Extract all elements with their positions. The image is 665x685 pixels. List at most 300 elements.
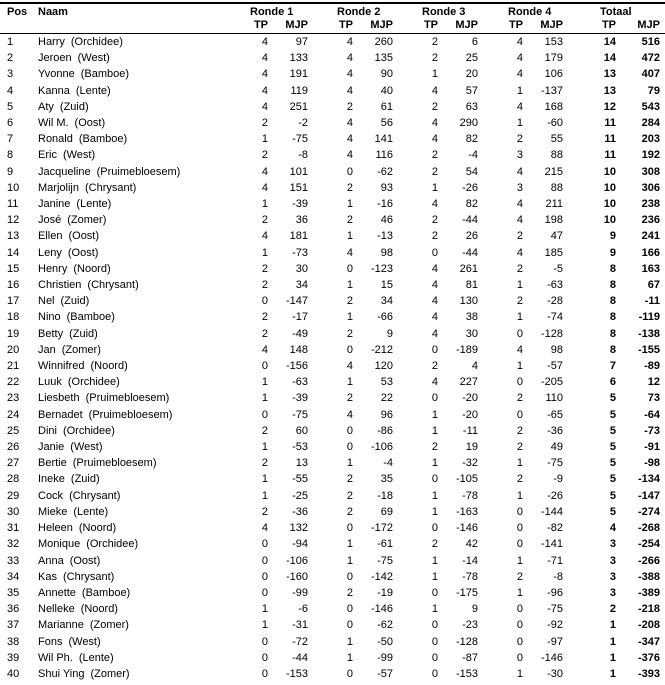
table-row [0,407,665,423]
player-naam [38,34,223,51]
player-club: (Zomer) [61,343,101,356]
ronde2-mjp: -57 [377,667,393,680]
player-naam [38,504,223,520]
ronde3-mjp: -44 [462,246,478,259]
table-row [0,390,665,406]
player-naam [38,374,223,390]
table-row [0,358,665,374]
subheader-tp-ronde2: TP [308,19,353,34]
player-name: Bernadet [38,408,83,421]
totaal-mjp: -389 [637,586,661,599]
player-name: Nel [38,295,55,308]
ronde3-tp: 2 [431,214,438,227]
player-name: Cock [38,489,64,502]
table-row [0,180,665,196]
player-club: (Pruimebloesem) [72,457,157,470]
ronde1-mjp: -49 [292,327,308,340]
ronde1-tp: 1 [261,489,268,502]
ronde2-tp: 1 [346,554,353,567]
player-pos: 5 [7,100,14,113]
ronde3-mjp: 130 [459,295,478,308]
ronde4-mjp: -36 [547,424,563,437]
player-name: Yvonne [38,68,75,81]
player-naam [38,520,223,536]
player-name: Jan [38,343,56,356]
ronde4-tp: 4 [516,165,523,178]
player-naam [38,390,223,406]
ronde1-mjp: -39 [292,392,308,405]
ronde4-mjp: -205 [540,376,563,389]
table-row [0,326,665,342]
ronde3-tp: 1 [431,424,438,437]
ronde4-tp: 1 [516,311,523,324]
player-name: Janie [38,441,65,454]
player-naam [38,293,223,309]
totaal-tp: 11 [604,117,616,130]
totaal-tp: 5 [609,505,616,518]
player-club: (Chrysant) [84,181,137,194]
ronde1-tp: 1 [261,603,268,616]
ronde3-tp: 2 [431,100,438,113]
player-club: (Pruimebloesem) [85,392,170,405]
player-naam [38,261,223,277]
player-naam [38,277,223,293]
ronde1-mjp: -106 [285,554,308,567]
player-pos: 22 [7,376,20,389]
ronde4-mjp: 179 [544,52,563,65]
player-naam [38,585,223,601]
totaal-mjp: 192 [641,149,661,162]
totaal-tp: 5 [609,473,616,486]
col-header-ronde2: Ronde 2 [337,6,381,18]
ronde4-tp: 0 [516,619,523,632]
totaal-mjp: 79 [647,84,661,97]
ronde3-mjp: 261 [459,262,478,275]
totaal-tp: 1 [609,619,616,632]
player-pos: 7 [7,133,14,146]
ronde2-mjp: -123 [370,262,393,275]
col-header-totaal: Totaal [600,6,632,18]
ronde3-tp: 0 [431,667,438,680]
player-pos: 13 [7,230,20,243]
table-row [0,601,665,617]
player-name: Henry [38,262,68,275]
player-club: (Orchidee) [62,424,115,437]
ronde1-mjp: 181 [289,230,308,243]
ronde4-tp: 2 [516,133,523,146]
totaal-mjp: -147 [637,489,661,502]
player-pos: 35 [7,586,20,599]
header-row-subcolumns [0,19,665,34]
totaal-tp: 9 [609,246,616,259]
standings-table [0,2,665,682]
ronde3-mjp: -23 [462,619,478,632]
totaal-tp: 5 [609,457,616,470]
ronde2-mjp: -62 [377,619,393,632]
table-row [0,488,665,504]
ronde4-tp: 4 [516,68,523,81]
ronde4-tp: 2 [516,473,523,486]
player-pos: 16 [7,279,20,292]
ronde3-tp: 1 [431,603,438,616]
ronde1-mjp: 251 [289,100,308,113]
player-name: Eric [38,149,57,162]
ronde2-mjp: -62 [377,165,393,178]
ronde1-tp: 0 [261,586,268,599]
player-name: Nino [38,311,61,324]
ronde1-mjp: 36 [295,214,308,227]
ronde2-tp: 2 [346,181,353,194]
ronde2-tp: 2 [346,214,353,227]
ronde2-mjp: 69 [380,505,393,518]
ronde4-mjp: -30 [547,667,563,680]
totaal-mjp: 306 [641,181,661,194]
totaal-tp: 9 [609,230,616,243]
totaal-mjp: -64 [644,408,661,421]
ronde4-mjp: -28 [547,295,563,308]
ronde1-mjp: 151 [289,181,308,194]
ronde4-mjp: -75 [547,457,563,470]
ronde3-mjp: 227 [459,376,478,389]
ronde2-mjp: -50 [377,635,393,648]
table-row [0,34,665,51]
ronde1-mjp: -44 [292,651,308,664]
totaal-tp: 6 [609,376,616,389]
ronde4-tp: 1 [516,279,523,292]
totaal-mjp: -208 [637,619,661,632]
totaal-tp: 2 [609,603,616,616]
ronde3-tp: 4 [431,133,438,146]
ronde4-mjp: -97 [547,635,563,648]
table-row [0,666,665,682]
subheader-mjp-ronde2: MJP [353,19,393,34]
ronde1-mjp: 30 [295,262,308,275]
ronde1-tp: 1 [261,473,268,486]
player-naam [38,228,223,244]
player-naam [38,164,223,180]
ronde2-mjp: 98 [380,246,393,259]
totaal-mjp: 12 [647,376,661,389]
ronde2-mjp: -4 [383,457,393,470]
ronde2-tp: 2 [346,489,353,502]
ronde2-mjp: 135 [374,52,393,65]
ronde1-tp: 2 [261,214,268,227]
subheader-tp-ronde1: TP [223,19,268,34]
ronde3-tp: 1 [431,181,438,194]
col-header-ronde4: Ronde 4 [508,6,552,18]
player-pos: 20 [7,343,20,356]
ronde1-mjp: -75 [292,408,308,421]
player-naam [38,358,223,374]
ronde3-mjp: -78 [462,570,478,583]
player-club: (Bamboe) [78,133,128,146]
ronde2-mjp: 141 [374,133,393,146]
ronde3-mjp: 82 [465,198,478,211]
player-naam [38,342,223,358]
player-naam [38,634,223,650]
ronde1-mjp: -73 [292,246,308,259]
totaal-tp: 10 [603,165,616,178]
ronde1-tp: 2 [261,279,268,292]
player-club: (Zuid) [60,295,90,308]
table-row [0,374,665,390]
player-club: (Noord) [78,522,117,535]
ronde3-tp: 1 [431,554,438,567]
totaal-tp: 14 [603,52,616,65]
ronde2-tp: 4 [346,133,353,146]
ronde4-tp: 4 [516,52,523,65]
ronde2-tp: 1 [346,651,353,664]
ronde1-tp: 2 [261,505,268,518]
ronde1-tp: 4 [261,52,268,65]
ronde1-tp: 4 [261,100,268,113]
ronde2-mjp: 34 [380,295,393,308]
player-naam [38,569,223,585]
table-row [0,634,665,650]
ronde2-tp: 1 [346,457,353,470]
table-row [0,553,665,569]
table-row [0,228,665,244]
ronde2-tp: 2 [346,295,353,308]
player-name: Annette [38,586,76,599]
ronde3-mjp: -163 [455,505,478,518]
totaal-mjp: -218 [637,603,661,616]
ronde4-tp: 1 [516,360,523,373]
ronde1-tp: 0 [261,360,268,373]
player-club: (Oost) [74,117,106,130]
ronde1-mjp: -36 [292,505,308,518]
player-name: Wil Ph. [38,651,73,664]
player-naam [38,196,223,212]
ronde3-tp: 1 [431,505,438,518]
ronde1-tp: 4 [261,343,268,356]
ronde1-mjp: -17 [292,311,308,324]
player-pos: 17 [7,295,20,308]
player-pos: 21 [7,360,20,373]
player-pos: 34 [7,570,20,583]
player-pos: 1 [7,36,14,48]
ronde2-tp: 0 [346,522,353,535]
ronde1-mjp: 148 [289,343,308,356]
player-club: (West) [77,52,110,65]
table-row [0,83,665,99]
totaal-tp: 7 [609,360,616,373]
totaal-tp: 13 [603,68,616,81]
player-pos: 36 [7,603,20,616]
ronde4-mjp: 47 [550,230,563,243]
ronde4-mjp: -146 [540,651,563,664]
ronde1-mjp: -156 [285,360,308,373]
ronde4-tp: 2 [516,570,523,583]
totaal-mjp: -98 [644,457,661,470]
totaal-tp: 1 [609,667,616,680]
totaal-mjp: -254 [637,538,661,551]
standings-body [0,34,665,683]
totaal-tp: 4 [609,522,616,535]
player-naam [38,83,223,99]
table-row [0,131,665,147]
table-row [0,309,665,325]
ronde3-mjp: -11 [462,424,478,437]
ronde1-mjp: 133 [289,52,308,65]
player-name: Jeroen [38,52,72,65]
ronde1-mjp: -55 [292,473,308,486]
totaal-tp: 10 [603,198,616,211]
player-club: (Chrysant) [62,570,115,583]
totaal-tp: 1 [609,635,616,648]
totaal-mjp: -376 [637,651,661,664]
ronde2-tp: 0 [346,441,353,454]
ronde4-mjp: -57 [547,360,563,373]
ronde3-mjp: 42 [465,538,478,551]
player-naam [38,650,223,666]
totaal-tp: 5 [609,392,616,405]
player-name: Mieke [38,505,68,518]
ronde3-tp: 4 [431,376,438,389]
ronde1-tp: 4 [261,84,268,97]
totaal-mjp: 166 [641,246,661,259]
totaal-mjp: 472 [641,52,661,65]
ronde4-tp: 2 [516,295,523,308]
ronde1-mjp: -8 [298,149,308,162]
ronde3-mjp: 4 [471,360,478,373]
ronde3-mjp: -78 [462,489,478,502]
ronde3-tp: 2 [431,52,438,65]
ronde2-tp: 0 [346,262,353,275]
ronde2-tp: 4 [346,408,353,421]
player-name: Leny [38,246,62,259]
ronde3-mjp: -87 [462,651,478,664]
ronde4-tp: 3 [516,149,523,162]
player-club: (Pruimebloesem) [88,408,173,421]
player-club: (Oost) [69,554,101,567]
player-pos: 15 [7,262,20,275]
ronde4-mjp: -8 [553,570,563,583]
ronde1-tp: 1 [261,441,268,454]
subheader-spacer-pos [0,19,38,34]
ronde1-mjp: -72 [292,635,308,648]
player-club: (Orchidee) [70,36,123,48]
totaal-mjp: 284 [641,117,661,130]
ronde1-tp: 2 [261,117,268,130]
ronde3-mjp: 63 [465,100,478,113]
totaal-mjp: -134 [637,473,661,486]
ronde2-tp: 1 [346,279,353,292]
ronde4-mjp: -92 [547,619,563,632]
ronde1-mjp: -31 [292,619,308,632]
ronde2-mjp: -142 [370,570,393,583]
ronde4-tp: 0 [516,408,523,421]
ronde3-tp: 2 [431,441,438,454]
player-naam [38,666,223,682]
subheader-spacer-naam [38,19,223,34]
ronde3-mjp: -189 [455,343,478,356]
player-pos: 18 [7,311,20,324]
ronde4-tp: 4 [516,343,523,356]
ronde4-mjp: -128 [540,327,563,340]
table-row [0,650,665,666]
ronde4-mjp: -137 [540,84,563,97]
totaal-mjp: -138 [637,327,661,340]
ronde1-mjp: 97 [295,36,308,48]
player-naam [38,455,223,471]
ronde2-tp: 0 [346,570,353,583]
player-pos: 38 [7,635,20,648]
player-naam [38,212,223,228]
player-name: Nelleke [38,603,75,616]
ronde3-mjp: 9 [471,603,478,616]
player-pos: 33 [7,554,20,567]
ronde3-tp: 1 [431,489,438,502]
player-name: Bertie [38,457,67,470]
ronde2-tp: 1 [346,311,353,324]
player-name: Ineke [38,473,65,486]
ronde2-tp: 4 [346,360,353,373]
table-row [0,164,665,180]
ronde3-mjp: -105 [455,473,478,486]
table-row [0,115,665,131]
table-row [0,50,665,66]
ronde3-tp: 4 [431,198,438,211]
totaal-tp: 3 [609,554,616,567]
ronde1-mjp: -53 [292,441,308,454]
totaal-tp: 13 [603,84,616,97]
player-naam [38,66,223,82]
player-name: Ronald [38,133,73,146]
ronde3-tp: 0 [431,246,438,259]
player-naam [38,50,223,66]
totaal-tp: 8 [609,311,616,324]
ronde4-mjp: -82 [547,522,563,535]
ronde1-mjp: -94 [292,538,308,551]
player-name: José [38,214,62,227]
ronde3-tp: 2 [431,149,438,162]
player-club: (Lente) [75,84,111,97]
player-club: (Zuid) [59,100,89,113]
player-club: (Zuid) [69,327,98,340]
totaal-tp: 10 [603,214,616,227]
ronde1-tp: 0 [261,651,268,664]
ronde1-mjp: -25 [292,489,308,502]
ronde3-tp: 0 [431,619,438,632]
ronde4-mjp: -63 [547,279,563,292]
ronde2-tp: 4 [346,149,353,162]
player-club: (Lente) [76,198,112,211]
ronde4-mjp: -71 [547,554,563,567]
totaal-tp: 11 [604,133,616,146]
player-naam [38,115,223,131]
ronde3-mjp: 290 [459,117,478,130]
ronde3-mjp: 54 [465,165,478,178]
ronde4-tp: 0 [516,538,523,551]
ronde2-tp: 1 [346,635,353,648]
player-pos: 37 [7,619,20,632]
ronde4-mjp: -60 [547,117,563,130]
ronde3-mjp: -26 [462,181,478,194]
player-naam [38,601,223,617]
ronde1-tp: 2 [261,311,268,324]
ronde2-mjp: 116 [375,149,393,162]
ronde4-mjp: 185 [544,246,563,259]
ronde2-mjp: 96 [380,408,393,421]
ronde2-mjp: 9 [386,327,393,340]
player-name: Shui Ying [38,667,85,680]
ronde2-mjp: 40 [380,84,393,97]
table-row [0,277,665,293]
totaal-mjp: -393 [637,667,661,680]
ronde1-tp: 4 [261,522,268,535]
ronde4-mjp: -144 [540,505,563,518]
